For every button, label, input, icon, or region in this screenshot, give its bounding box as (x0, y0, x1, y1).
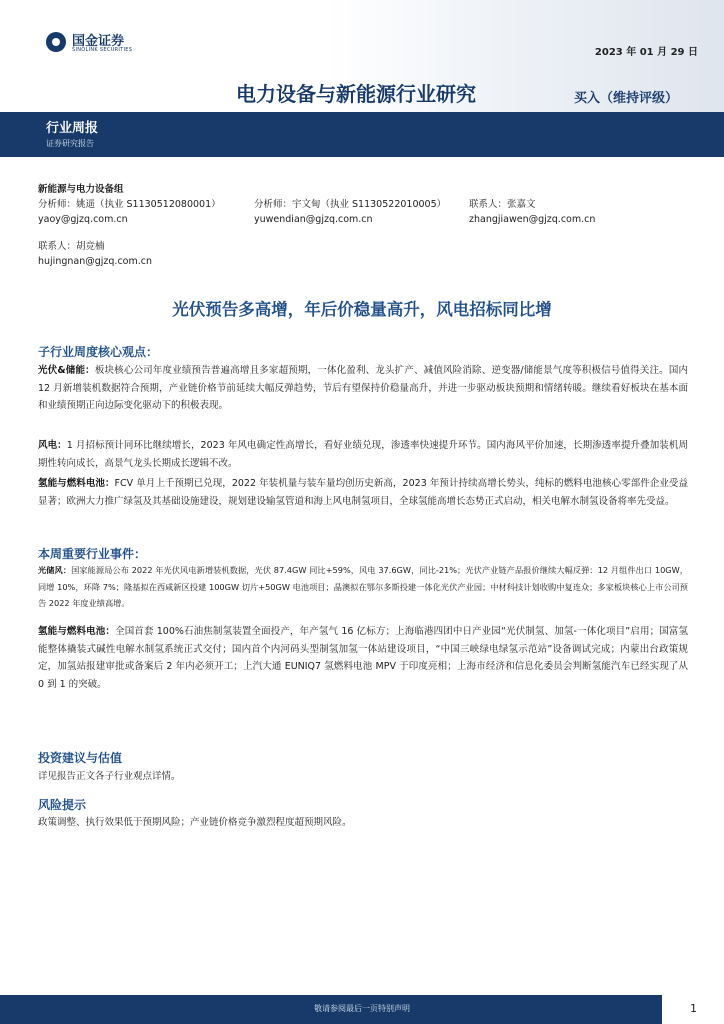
analyst-email[interactable]: zhangjiawen@gjzq.com.cn (469, 214, 596, 225)
logo-mark-icon (46, 32, 66, 52)
risk-heading: 风险提示 (38, 798, 87, 812)
analyst-email[interactable]: hujingnan@gjzq.com.cn (38, 256, 152, 267)
analyst-block (38, 182, 698, 269)
event-hydrogen (38, 623, 688, 693)
analyst-row (38, 212, 698, 227)
logo-name-cn: 国金证券 (72, 34, 125, 49)
report-headline: 光伏预告多高增，年后价稳量高升，风电招标同比增 (172, 300, 552, 319)
risk-text: 政策调整、执行效果低于预期风险；产业链价格竞争激烈程度超预期风险。 (38, 817, 352, 828)
core-view-wind (38, 437, 688, 472)
page-number: 1 (690, 1002, 697, 1015)
analyst-cell: 分析师：宇文甸（执业 S1130522010005） (254, 199, 447, 210)
logo-name-en: SINOLINK SECURITIES (72, 47, 133, 53)
report-date: 2023 年 01 月 29 日 (594, 47, 698, 58)
events-heading: 本周重要行业事件： (38, 547, 147, 561)
core-views-heading: 子行业周度核心观点： (38, 345, 159, 359)
analyst-row (38, 197, 698, 212)
core-view-text: 1 月招标预计同环比继续增长，2023 年风电确定性高增长，看好业绩兑现，渗透率快速提升环节。国内海风平价加速，长期渗透率提升叠加装机周期性转向成长，高景气龙头长期成长逻辑不改。 (38, 440, 688, 469)
core-view-label: 氢能与燃料电池： (38, 478, 115, 489)
company-logo (46, 30, 176, 58)
rating-label: 买入（维持评级） (574, 91, 679, 106)
analyst-cell: 联系人：胡竞楠 (38, 241, 105, 252)
core-view-hydrogen (38, 475, 688, 510)
event-label: 光储风： (38, 565, 72, 575)
event-label: 氢能与燃料电池： (38, 626, 116, 637)
core-view-label: 风电： (38, 440, 67, 451)
analyst-row (38, 239, 698, 254)
event-text: 国家能源局公布 2022 年光伏风电新增装机数据，光伏 87.4GW 同比+59%，风电 37.6GW，同比-21%；光伏产业链产品报价继续大幅反弹：12 月组件出口 10GW，同增 10%，环降 7%；隆基拟在西咸新区投建 100GW 切片+50GW 电池项目；晶澳拟在鄂尔多斯投建一体化光伏产业园；中材科技计划收购中复连众；多家板块核心上市公司预告 2022 年度业绩高增。 (38, 565, 688, 608)
analyst-row (38, 254, 698, 269)
core-view-label: 光伏&储能： (38, 365, 95, 376)
investment-heading: 投资建议与估值 (38, 751, 123, 765)
footer-disclaimer-link[interactable]: 敬请参阅最后一页特别声明 (314, 1004, 410, 1013)
core-view-pv (38, 362, 688, 415)
event-text: 全国首套 100%石油焦制氢装置全面投产，年产氢气 16 亿标方；上海临港四团中日产业园“光伏制氢、加氢-一体化项目”启用；国富氢能整体撬装式碱性电解水制氢系统正式交付；国内首个内河码头型制氢加氢一体站建设项目，“中国三峡绿电绿氢示范站”设备调试完成；内蒙出台政策规定，加氢站报建审批或备案后 2 年内必须开工；上汽大通 EUNIQ7 氢燃料电池 MPV 于印度亮相；上海市经济和信息化委员会判断氢能汽车已经实现了从 0 到 1 的突破。 (38, 626, 688, 690)
analyst-email[interactable]: yuwendian@gjzq.com.cn (254, 214, 373, 225)
analyst-email[interactable]: yaoy@gjzq.com.cn (38, 214, 128, 225)
report-type: 证券研究报告 (46, 139, 94, 148)
analyst-group: 新能源与电力设备组 (38, 184, 124, 195)
core-view-text: 板块核心公司年度业绩预告普遍高增且多家超预期，一体化盈利、龙头扩产、减值风险消除、逆变器/储能景气度等积极信号值得关注。国内 12 月新增装机数据符合预期，产业链价格节前延续大幅反弹趋势，节后有望保持价稳量高升，并进一步驱动板块预期和情绪转暖。继续看好板块在基本面和业绩预期正向边际变化驱动下的积极表现。 (38, 365, 689, 411)
event-pv-wind (38, 562, 688, 612)
analyst-cell: 分析师：姚遥（执业 S1130512080001） (38, 199, 221, 210)
report-title: 电力设备与新能源行业研究 (236, 82, 476, 106)
analyst-cell: 联系人：张嘉文 (469, 199, 536, 210)
core-view-text: FCV 单月上千预期已兑现，2022 年装机量与装车量均创历史新高，2023 年预计持续高增长势头，纯标的燃料电池核心零部件企业受益显著；欧洲大力推广绿氢及其基础设施建设，规划建设输氢管道和海上风电制氢项目，全球氢能高增长态势正式启动，相关电解水制氢设备将率先受益。 (38, 478, 688, 507)
investment-text: 详见报告正文各子行业观点详情。 (38, 771, 181, 782)
report-category: 行业周报 (46, 121, 99, 136)
